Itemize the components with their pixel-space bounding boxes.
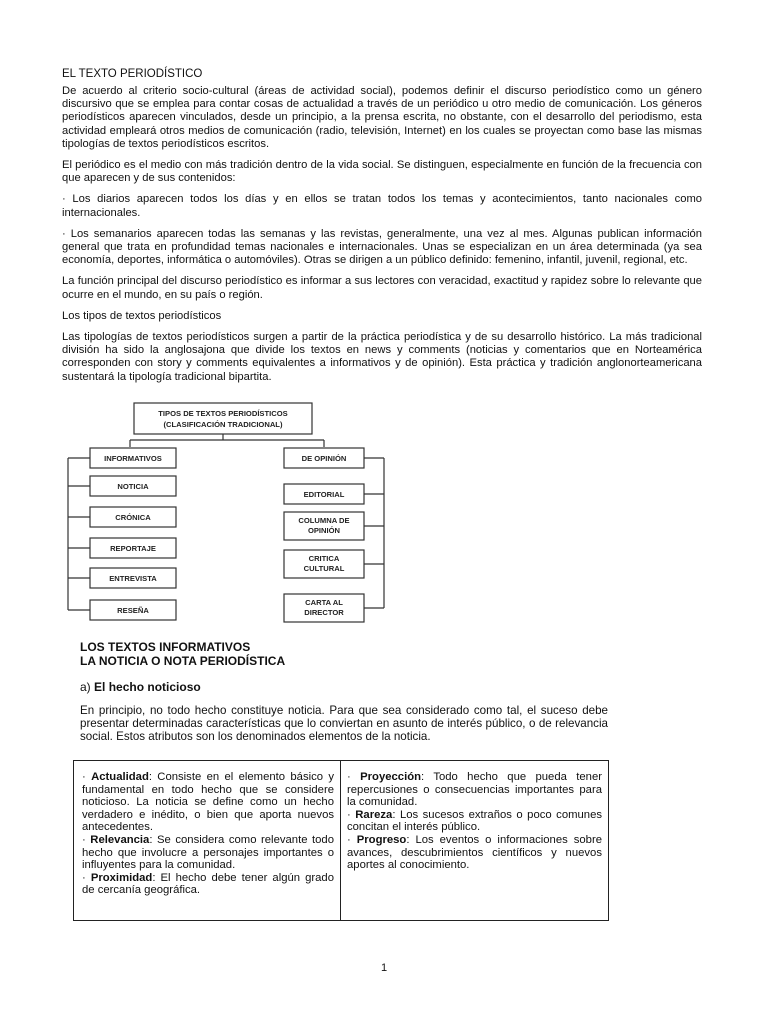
diagram-item-editorial: EDITORIAL	[303, 490, 345, 499]
paragraph-diarios: · Los diarios aparecen todos los días y en ellos se tratan todos los temas y acontecimientos, tanto nacionales como internacionales.	[62, 193, 702, 219]
table-item: · Rareza: Los sucesos extraños o poco comunes concitan el interés público.	[347, 808, 603, 834]
diagram-item-reportaje: REPORTAJE	[110, 544, 156, 553]
table-item: · Progreso: Los eventos o informaciones sobre avances, descubrimientos científicos y nuevos aportes al conocimiento.	[347, 833, 602, 872]
section-paragraph: En principio, no todo hecho constituye noticia. Para que sea considerado como tal, el suceso debe presentar determinadas características que lo conviertan en asunto de interés público, o de relevancia social. Estos atributos son los denominados elementos de la noticia.	[80, 704, 608, 744]
paragraph-intro: De acuerdo al criterio socio-cultural (áreas de actividad social), podemos definir el discurso periodístico como un género discursivo que se emplea para contar cosas de actualidad a través de un periódico u otro medio de comunicación. Los géneros periodísticos aparecen vinculados, desde un principio, a la prensa escrita, no obstante, con el desarrollo del periodismo, esta actividad empleará otros medios de comunicación (radio, televisión, Internet) en los cuales se proyectan como base las mismas tipologías de textos periodísticos escritos.	[62, 85, 702, 150]
table-cell-left	[74, 761, 341, 920]
paragraph-semanarios: · Los semanarios aparecen todas las semanas y las revistas, generalmente, una vez al mes. Algunas publican información general que trata en profundidad temas nacionales e internacionales. Unas se especializan en un área determinada (ya sea economía, deportes, informática o automóviles). Otras se dirigen a un público definido: femenino, infantil, juvenil, regional, etc.	[62, 227, 702, 267]
diagram-item-critica-l1: CRITICA	[308, 554, 340, 563]
diagram-root-line1: TIPOS DE TEXTOS PERIODÍSTICOS	[158, 409, 288, 418]
table-item: · Proximidad: El hecho debe tener algún grado de cercanía geográfica.	[82, 871, 334, 897]
elements-table	[73, 760, 609, 921]
diagram-root-box	[134, 403, 312, 434]
document-body	[62, 68, 702, 392]
paragraph-tipologias: Las tipologías de textos periodísticos surgen a partir de la práctica periodística y de su desarrollo histórico. La más tradicional división ha sido la anglosajona que divide los textos en news y comments (noticias y comentarios que en Norteamérica corresponden con story y comments equivalentes a informativos y de opinión). Esta práctica y tradición anglonorteamericana sustentará la tipología tradicional bipartita.	[62, 331, 702, 383]
table-item: · Actualidad: Consiste en el elemento básico y fundamental en todo hecho que se considere noticioso. La noticia se define como un hecho verdadero e inédito, o bien que aporta nuevos antecedentes.	[82, 771, 334, 834]
section-heading-2: LA NOTICIA O NOTA PERIODÍSTICA	[80, 654, 286, 668]
diagram-item-carta-l1: CARTA AL	[305, 598, 343, 607]
paragraph-periodico: El periódico es el medio con más tradición dentro de la vida social. Se distinguen, especialmente en función de la frecuencia con que aparecen y de sus contenidos:	[62, 159, 702, 185]
diagram-item-resena: RESEÑA	[117, 606, 149, 615]
diagram-item-columna-l1: COLUMNA DE	[298, 516, 350, 525]
diagram-item-noticia: NOTICIA	[117, 482, 149, 491]
page-number: 1	[380, 962, 388, 974]
diagram-item-cronica: CRÓNICA	[115, 513, 151, 522]
diagram-item-carta-l2: DIRECTOR	[304, 608, 344, 617]
paragraph-funcion: La función principal del discurso periodístico es informar a sus lectores con veracidad, exactitud y rapidez sobre lo relevante que ocurre en el mundo, en su país o región.	[62, 275, 702, 301]
table-item: · Relevancia: Se considera como relevante todo hecho que involucre a personajes importantes o influyentes para la comunidad.	[82, 833, 335, 872]
diagram-item-entrevista: ENTREVISTA	[109, 574, 157, 583]
classification-diagram	[62, 400, 402, 630]
diagram-item-critica-l2: CULTURAL	[303, 564, 345, 573]
paragraph-tipos-heading: Los tipos de textos periodísticos	[62, 309, 222, 322]
diagram-opinion-label: DE OPINIÓN	[301, 454, 347, 463]
subheading-bold: El hecho noticioso	[94, 680, 201, 694]
document-title: EL TEXTO PERIODÍSTICO	[62, 68, 203, 80]
diagram-root-line2: (CLASIFICACIÓN TRADICIONAL)	[163, 420, 283, 429]
section-heading-1: LOS TEXTOS INFORMATIVOS	[80, 640, 251, 654]
subheading-prefix: a)	[80, 680, 95, 694]
diagram-item-columna-l2: OPINIÓN	[307, 526, 341, 535]
diagram-informativos-label: INFORMATIVOS	[104, 454, 162, 463]
subheading	[80, 680, 608, 694]
table-item: · Proyección: Todo hecho que pueda tener repercusiones o consecuencias importantes para la comunidad.	[347, 771, 603, 809]
table-cell-right	[341, 761, 608, 920]
section-informativos	[80, 640, 608, 744]
